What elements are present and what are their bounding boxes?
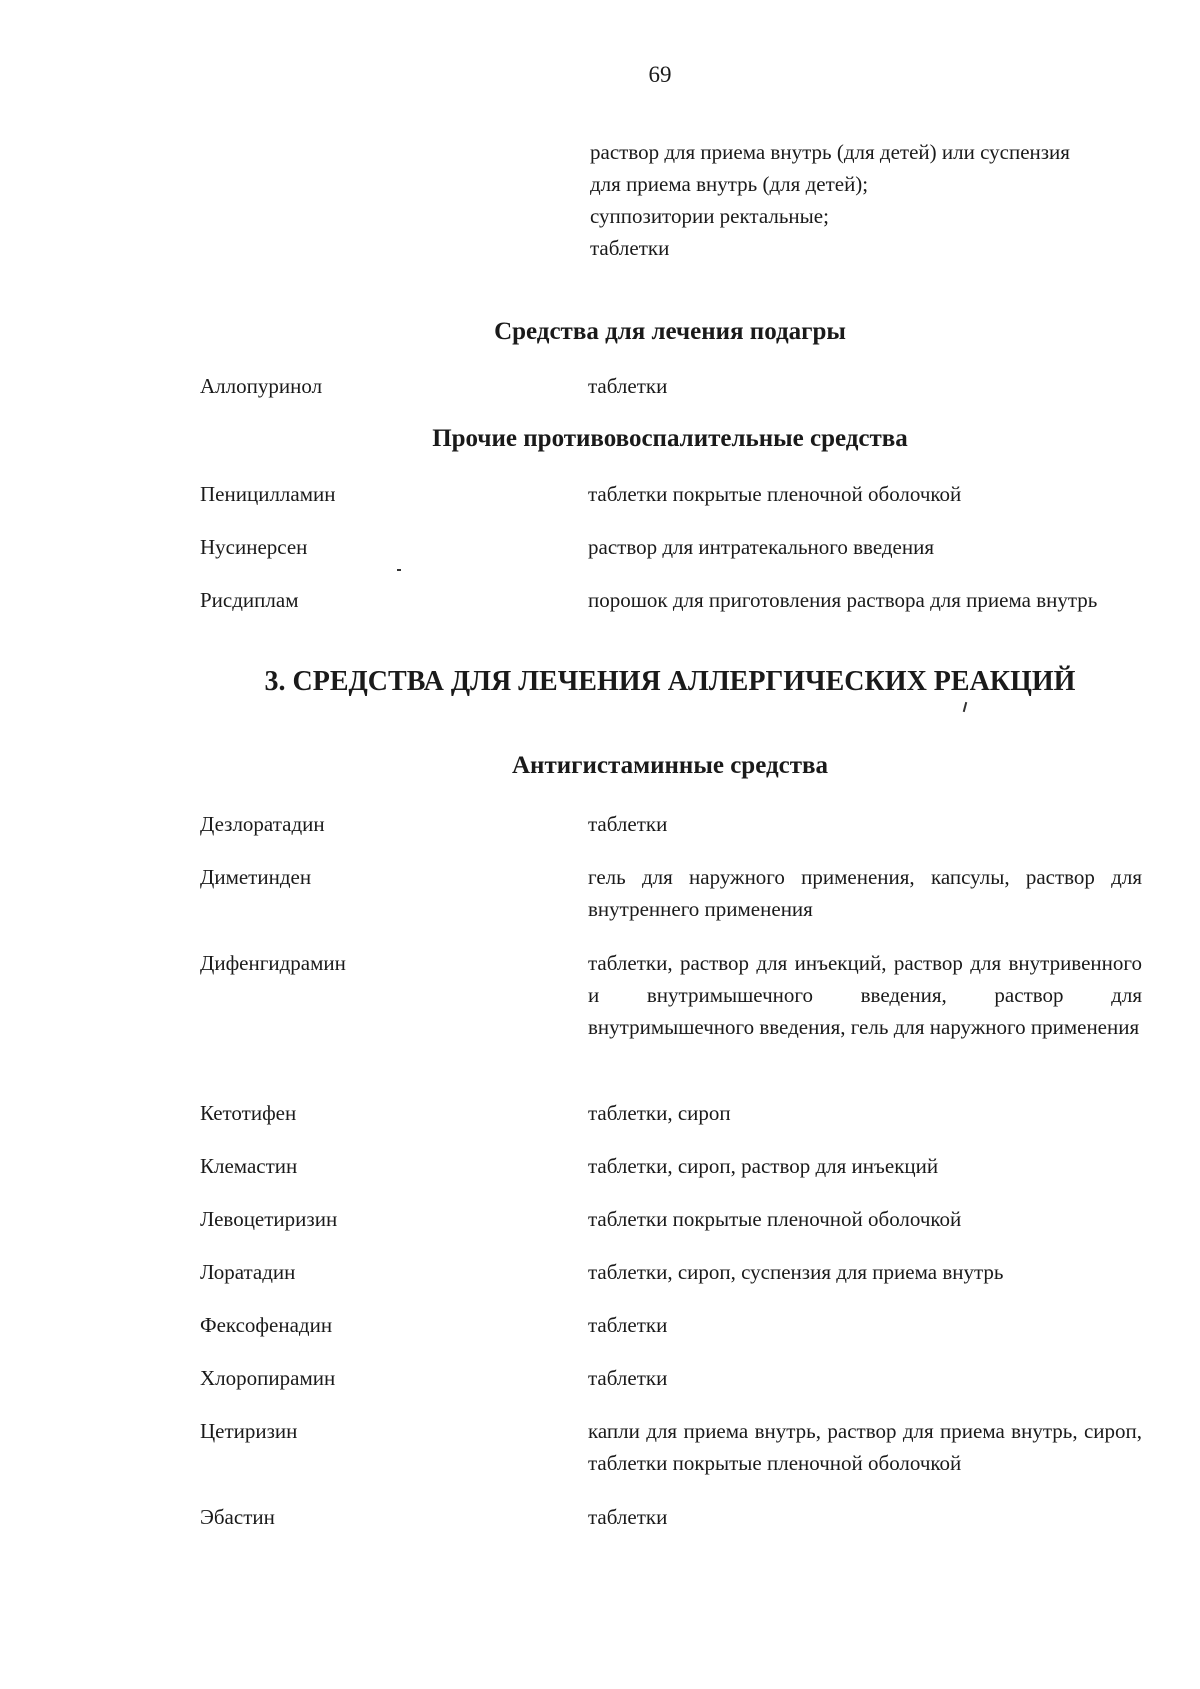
intro-line: раствор для приема внутрь (для детей) или суспензия (590, 140, 1070, 164)
drug-form: таблетки (588, 1505, 668, 1529)
drug-name: Фексофенадин (200, 1313, 333, 1337)
drug-form: таблетки, сироп, раствор для инъекций (588, 1154, 939, 1178)
drug-name: Пеницилламин (200, 482, 336, 506)
drug-form: таблетки (588, 374, 668, 398)
drug-form: таблетки (588, 812, 668, 836)
drug-form: порошок для приготовления раствора для приема внутрь (588, 588, 1098, 612)
drug-name: Дифенгидрамин (200, 951, 346, 975)
drug-name: Эбастин (200, 1505, 275, 1529)
section-title-anti-inflammatory: Прочие противовоспалительные средства (432, 425, 908, 452)
scan-mark (963, 702, 968, 712)
drug-name: Дезлоратадин (200, 812, 325, 836)
drug-name: Хлоропирамин (200, 1366, 336, 1390)
drug-form: капли для приема внутрь, раствор для приема внутрь, сироп, таблетки покрытые пленочной оболочкой (588, 1419, 1142, 1475)
page-number: 69 (648, 62, 672, 87)
drug-name: Клемастин (200, 1154, 298, 1178)
drug-name: Цетиризин (200, 1419, 298, 1443)
section-title-gout: Средства для лечения подагры (494, 318, 846, 345)
section-title-antihistamines: Антигистаминные средства (512, 752, 828, 779)
drug-name: Аллопуринол (200, 374, 323, 398)
drug-name: Нусинерсен (200, 535, 308, 559)
drug-form: раствор для интратекального введения (588, 535, 935, 559)
chapter-title: 3. СРЕДСТВА ДЛЯ ЛЕЧЕНИЯ АЛЛЕРГИЧЕСКИХ РЕАКЦИЙ (264, 666, 1076, 697)
continuation-text (590, 136, 1142, 264)
drug-form: таблетки покрытые пленочной оболочкой (588, 482, 962, 506)
intro-line: таблетки (590, 236, 670, 260)
drug-name: Лоратадин (200, 1260, 296, 1284)
scan-mark (397, 569, 401, 571)
intro-line: для приема внутрь (для детей); (590, 172, 869, 196)
drug-form: таблетки (588, 1313, 668, 1337)
intro-line: суппозитории ректальные; (590, 204, 829, 228)
drug-form: гель для наружного применения, капсулы, раствор для внутреннего применения (588, 865, 1142, 921)
drug-name: Рисдиплам (200, 588, 299, 612)
drug-form: таблетки покрытые пленочной оболочкой (588, 1207, 962, 1231)
drug-form: таблетки, сироп, суспензия для приема внутрь (588, 1260, 1004, 1284)
drug-name: Кетотифен (200, 1101, 297, 1125)
drug-name: Диметинден (200, 865, 312, 889)
drug-name: Левоцетиризин (200, 1207, 338, 1231)
drug-form: таблетки (588, 1366, 668, 1390)
drug-form: таблетки, раствор для инъекций, раствор для внутривенного и внутримышечного введения, раствор для внутримышечного введения, гель для наружного применения (588, 951, 1142, 1039)
drug-form: таблетки, сироп (588, 1101, 731, 1125)
